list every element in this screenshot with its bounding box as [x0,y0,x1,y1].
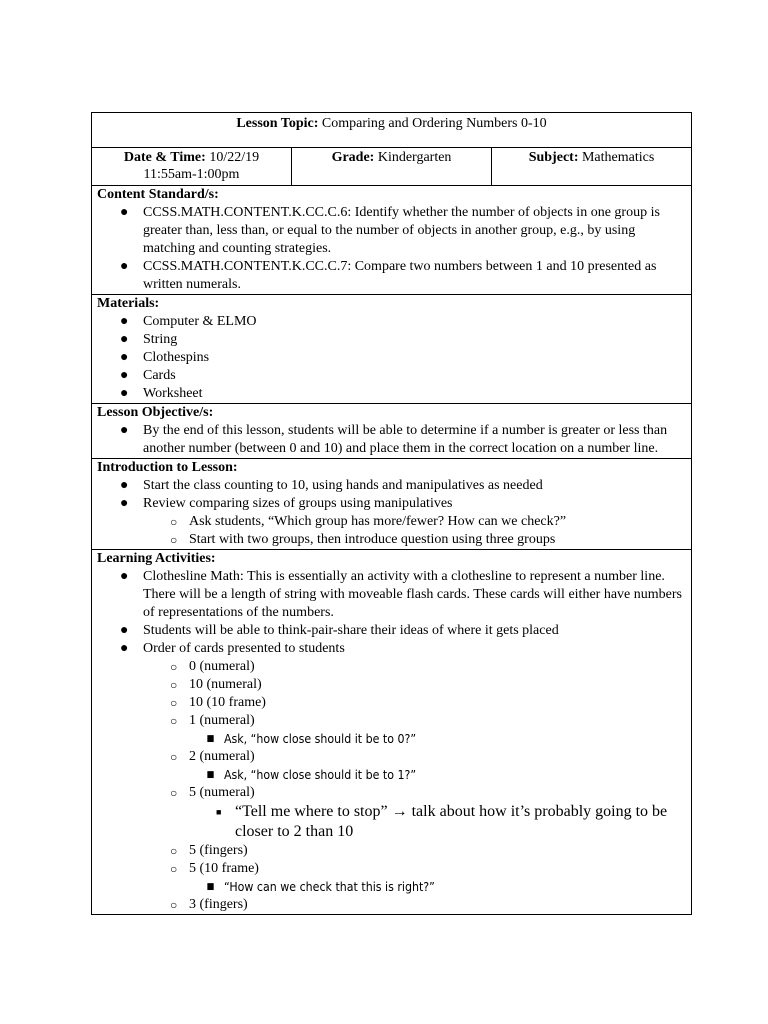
card-item: ○ 5 (10 frame) [170,861,259,876]
card-item: ○ 10 (10 frame) [170,695,266,710]
bullet-icon: ● [120,205,129,220]
circle-bullet-icon: ○ [170,844,178,858]
section-title: Materials: [97,296,160,311]
time-value: 11:55am-1:00pm [143,167,240,182]
bullet-icon: ● [120,368,129,383]
note-item: ■ Ask, “how close should it be to 1?” [206,768,417,782]
bullet-icon: ● [120,386,129,401]
square-bullet-icon: ■ [206,770,215,780]
circle-bullet-icon: ○ [170,714,178,728]
list-item: ● Order of cards presented to students [120,641,345,656]
date-time-cell [92,148,292,185]
subject-cell [492,148,691,185]
grade-cell [292,148,492,185]
bullet-icon: ● [120,641,129,656]
section-title: Lesson Objective/s: [97,405,214,420]
list-item: ● Students will be able to think-pair-share their ideas of where it gets placed [120,623,559,638]
list-item: ○ Ask students, “Which group has more/fewer? How can we check?” [170,514,567,529]
circle-bullet-icon: ○ [170,696,178,710]
list-item: ● CCSS.MATH.CONTENT.K.CC.C.6: Identify whether the number of objects in one group is greater than, less than, or equal to the number of objects in another group, e.g., by using matching and counting strategies. [120,205,660,256]
section-title: Learning Activities: [97,551,216,566]
card-item: ○ 2 (numeral) [170,749,255,764]
date-label: Date & Time: [123,150,206,165]
circle-bullet-icon: ○ [170,898,178,912]
section-title: Content Standard/s: [97,187,219,202]
list-item: ● CCSS.MATH.CONTENT.K.CC.C.7: Compare two numbers between 1 and 10 presented as written numerals. [120,259,657,292]
card-item: ○ 0 (numeral) [170,659,255,674]
grade-value: Kindergarten [374,150,452,165]
content-standards-section [92,186,691,295]
list-item: ● Review comparing sizes of groups using manipulatives [120,496,453,511]
square-bullet-icon: ■ [206,882,215,892]
list-item: ● Cards [120,368,176,383]
list-item: ● Clothesline Math: This is essentially an activity with a clothesline to represent a number line. There will be a length of string with moveable flash cards. These cards will either have numbers of representations of the numbers. [120,569,682,620]
list-item: ● Computer & ELMO [120,314,257,329]
lesson-topic-row [92,113,691,148]
introduction-section [92,459,691,550]
circle-bullet-icon: ○ [170,750,178,764]
bullet-icon: ● [120,332,129,347]
circle-bullet-icon: ○ [170,786,178,800]
bullet-icon: ● [120,423,129,438]
card-item: ○ 1 (numeral) [170,713,255,728]
note-item: ■ Ask, “how close should it be to 0?” [206,732,417,746]
card-item: ○ 10 (numeral) [170,677,262,692]
list-item: ● Worksheet [120,386,203,401]
lesson-topic-label: Lesson Topic: [236,116,319,131]
grade-label: Grade: [331,150,375,165]
bullet-icon: ● [120,623,129,638]
bullet-icon: ● [120,496,129,511]
list-item: ● By the end of this lesson, students will be able to determine if a number is greater or less than another number (between 0 and 10) and place them in the correct location on a number line. [120,423,668,456]
circle-bullet-icon: ○ [170,515,178,529]
list-item: ● String [120,332,178,347]
bullet-icon: ● [120,350,129,365]
materials-section [92,295,691,404]
list-item: ○ Start with two groups, then introduce question using three groups [170,532,556,547]
bullet-icon: ● [120,569,129,584]
circle-bullet-icon: ○ [170,533,178,547]
card-item: ○ 3 (fingers) [170,897,248,912]
meta-row [92,148,691,186]
note-item: ■ “How can we check that this is right?” [206,880,435,894]
activities-section [92,550,691,914]
square-bullet-icon: ■ [206,734,215,744]
card-item: ○ 5 (fingers) [170,843,248,858]
subject-label: Subject: [528,150,579,165]
objectives-section [92,404,691,459]
list-item: ● Start the class counting to 10, using hands and manipulatives as needed [120,478,543,493]
circle-bullet-icon: ○ [170,660,178,674]
bullet-icon: ● [120,259,129,274]
bullet-icon: ● [120,478,129,493]
circle-bullet-icon: ○ [170,862,178,876]
circle-bullet-icon: ○ [170,678,178,692]
square-bullet-icon: ■ [216,807,222,817]
list-item: ● Clothespins [120,350,210,365]
section-title: Introduction to Lesson: [97,460,238,475]
subject-value: Mathematics [578,150,655,165]
lesson-topic-value: Comparing and Ordering Numbers 0-10 [318,116,547,131]
note-item: ■ “Tell me where to stop” → talk about how it’s probably going to be closer to 2 than 10 [216,803,668,840]
card-item: ○ 5 (numeral) [170,785,255,800]
bullet-icon: ● [120,314,129,329]
lesson-plan-table [91,112,692,915]
date-value: 10/22/19 [205,150,260,165]
